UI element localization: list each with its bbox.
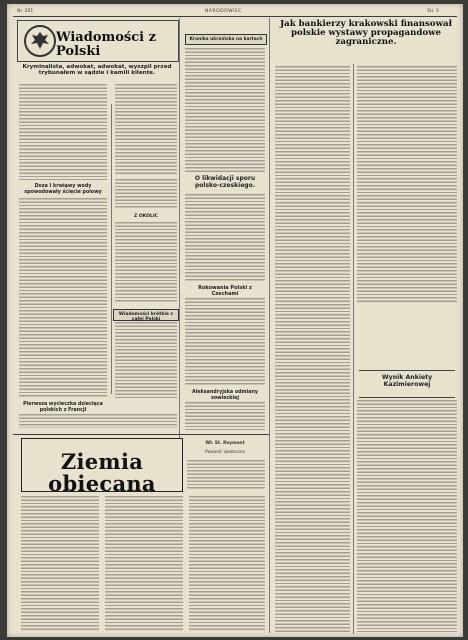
page-number-left: Nr. 201 xyxy=(17,9,34,14)
paper-edge xyxy=(7,4,463,637)
article-headline: Pierwsza wycieczka dziecięca polskich z Francji xyxy=(23,402,103,413)
article-headline: Doza I krwiąwy wody spowodowały ścięcie polowy xyxy=(24,184,102,195)
article-headline: Aleksandryjska odmiany sowieckiej xyxy=(192,390,258,401)
novel-author: Wł. St. Reymont xyxy=(205,441,245,446)
article-headline: Rokowania Polski z Czechami xyxy=(198,285,252,297)
section-label: Z OKOLIC xyxy=(133,214,159,219)
article-headline: Kryminalista, adwokat, adwokat, wyszpil przed trybunałem w sądzie i kamili kilente. xyxy=(22,64,172,77)
wiadomosci-title: Wiadomości z Polski xyxy=(56,30,157,59)
jak-headline: Jak bankierzy krakowski finansował polskie wystawy propagandowe zagraniczne. xyxy=(280,19,452,48)
wynik-title: Wynik Ankiety Kazimierowej xyxy=(381,374,433,389)
novel-subtitle: Powieść społeczna xyxy=(205,450,245,455)
page-number-right: Str. 3 xyxy=(427,9,439,14)
newspaper-name: NARODOWIEC xyxy=(205,9,242,14)
short-news-title: Wiadomości krótkie z całej Polski xyxy=(118,312,174,323)
newspaper-page xyxy=(7,4,463,637)
article-headline: O likwidacji sporu polsko-czeskiego. xyxy=(194,175,256,189)
kronika-title: Kronika ukraińska na kartach xyxy=(189,37,263,42)
novel-title: Ziemia obiecana xyxy=(48,449,156,497)
